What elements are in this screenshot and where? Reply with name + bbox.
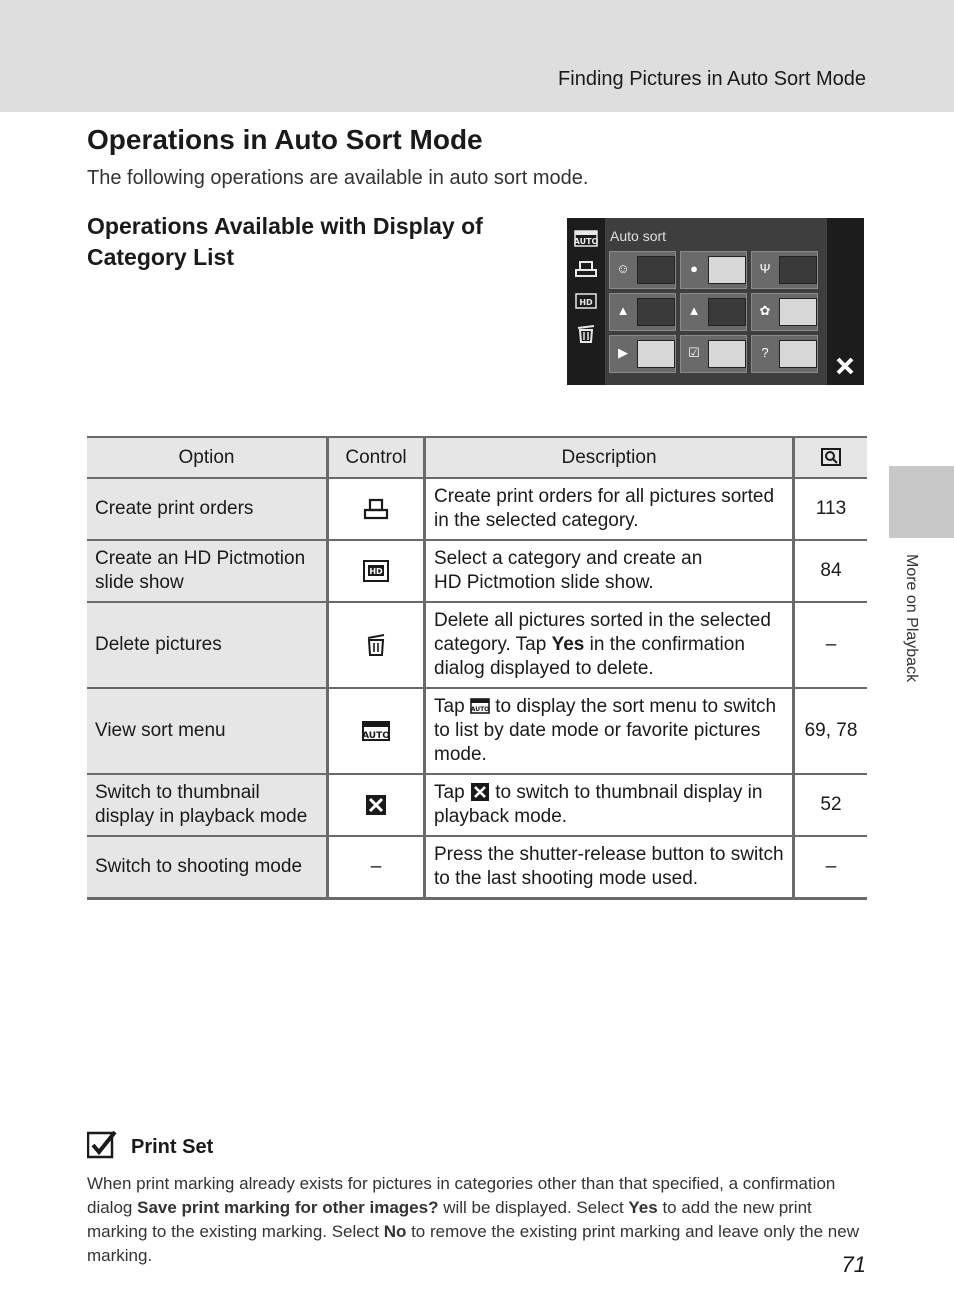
option-cell: View sort menu bbox=[87, 688, 328, 774]
flower-icon: ✿ bbox=[759, 303, 771, 318]
note-bold: Yes bbox=[628, 1198, 658, 1217]
reference-cell: 113 bbox=[794, 478, 868, 540]
control-cell bbox=[328, 478, 425, 540]
thumbnail bbox=[779, 340, 817, 368]
operations-table bbox=[87, 436, 867, 900]
header-reference bbox=[794, 437, 868, 478]
description-text: HD Pictmotion slide show. bbox=[434, 572, 654, 593]
reference-icon bbox=[821, 448, 841, 466]
note-text: to remove the existing print marking and leave only the new marking. bbox=[87, 1222, 859, 1265]
reference-cell: 69, 78 bbox=[794, 688, 868, 774]
reference-cell: 84 bbox=[794, 540, 868, 602]
category-other[interactable] bbox=[751, 335, 818, 373]
svg-text:HD: HD bbox=[369, 566, 383, 576]
category-smile[interactable] bbox=[609, 251, 676, 289]
thumbnail bbox=[779, 298, 817, 326]
note-text: When print marking already exists for pictures in categories other than that specified, a confirmation dialog bbox=[87, 1174, 836, 1217]
table-row bbox=[87, 774, 867, 836]
description-text: Tap bbox=[434, 782, 470, 803]
control-cell bbox=[328, 774, 425, 836]
thumbnail bbox=[708, 298, 746, 326]
description-cell: Create print orders for all pictures sorted in the selected category. bbox=[425, 478, 794, 540]
category-landscape[interactable] bbox=[609, 293, 676, 331]
svg-text:AUTO: AUTO bbox=[574, 237, 598, 246]
checkmark-icon bbox=[87, 1130, 117, 1160]
thumbnail bbox=[779, 256, 817, 284]
delete-icon[interactable] bbox=[361, 633, 391, 657]
reference-cell: 52 bbox=[794, 774, 868, 836]
option-cell: Switch to shooting mode bbox=[87, 836, 328, 899]
description-text: Select a category and create an bbox=[434, 548, 703, 569]
table-row bbox=[87, 478, 867, 540]
note-body bbox=[87, 1172, 867, 1268]
header-description: Description bbox=[425, 437, 794, 478]
description-text: in the confirmation dialog displayed to delete. bbox=[434, 634, 745, 679]
bold-term: Yes bbox=[551, 634, 585, 655]
food-icon: Ψ bbox=[759, 261, 771, 276]
close-icon[interactable] bbox=[835, 356, 855, 376]
header-option: Option bbox=[87, 437, 328, 478]
description-text: Tap bbox=[434, 696, 470, 717]
screen-sidebar bbox=[567, 218, 605, 385]
control-cell bbox=[328, 688, 425, 774]
thumbnail bbox=[637, 298, 675, 326]
header-control: Control bbox=[328, 437, 425, 478]
landscape-icon: ▲ bbox=[616, 303, 630, 318]
control-cell bbox=[328, 540, 425, 602]
portrait-icon: ● bbox=[690, 261, 698, 276]
smile-icon: ☺ bbox=[616, 261, 630, 276]
category-movie[interactable] bbox=[609, 335, 676, 373]
note-text: will be displayed. Select bbox=[438, 1198, 629, 1217]
category-food[interactable] bbox=[751, 251, 818, 289]
copy-icon: ☑ bbox=[688, 345, 700, 360]
header-band bbox=[0, 0, 954, 112]
description-cell bbox=[425, 688, 794, 774]
hd-pictmotion-icon[interactable] bbox=[574, 291, 598, 311]
description-cell bbox=[425, 540, 794, 602]
side-tab bbox=[889, 466, 954, 538]
table-row bbox=[87, 836, 867, 899]
description-cell bbox=[425, 774, 794, 836]
reference-cell: – bbox=[794, 836, 868, 899]
hd-pictmotion-icon[interactable] bbox=[361, 559, 391, 583]
camera-screen bbox=[567, 218, 864, 385]
note-text: to add the new print marking to the existing marking. Select bbox=[87, 1198, 812, 1241]
section-subtitle: Operations Available with Display of Category List bbox=[87, 213, 483, 270]
side-tab-label: More on Playback bbox=[903, 554, 920, 683]
note-bold: Save print marking for other images? bbox=[137, 1198, 439, 1217]
svg-text:AUTO: AUTO bbox=[470, 706, 490, 713]
category-landscape-2[interactable] bbox=[680, 293, 747, 331]
reference-cell: – bbox=[794, 602, 868, 688]
auto-icon bbox=[470, 697, 490, 715]
description-text: to display the sort menu to switch to list by date mode or favorite pictures mode. bbox=[434, 696, 777, 765]
option-cell: Create an HD Pictmotion slide show bbox=[87, 540, 328, 602]
option-cell: Switch to thumbnail display in playback mode bbox=[87, 774, 328, 836]
control-cell: – bbox=[328, 836, 425, 899]
thumbnail bbox=[708, 256, 746, 284]
landscape-icon: ▲ bbox=[687, 303, 701, 318]
question-icon: ? bbox=[761, 345, 769, 360]
movie-icon: ▶ bbox=[618, 345, 628, 360]
intro-text: The following operations are available in auto sort mode. bbox=[87, 167, 589, 189]
option-cell: Delete pictures bbox=[87, 602, 328, 688]
svg-text:HD: HD bbox=[579, 298, 593, 307]
print-icon[interactable] bbox=[574, 259, 598, 279]
note-bold: No bbox=[383, 1222, 407, 1241]
description-cell bbox=[425, 602, 794, 688]
section-header: Finding Pictures in Auto Sort Mode bbox=[558, 68, 866, 90]
thumbnail bbox=[637, 256, 675, 284]
control-cell bbox=[328, 602, 425, 688]
thumbnail bbox=[637, 340, 675, 368]
table-row bbox=[87, 688, 867, 774]
note-title: Print Set bbox=[131, 1136, 214, 1158]
delete-icon[interactable] bbox=[574, 323, 598, 343]
auto-sort-panel bbox=[605, 218, 827, 385]
category-copy[interactable] bbox=[680, 335, 747, 373]
page-title: Operations in Auto Sort Mode bbox=[87, 124, 483, 155]
table-header-row bbox=[87, 437, 867, 478]
table-row bbox=[87, 602, 867, 688]
close-icon[interactable] bbox=[361, 793, 391, 817]
close-icon bbox=[470, 783, 490, 801]
category-flower[interactable] bbox=[751, 293, 818, 331]
print-icon[interactable] bbox=[361, 497, 391, 521]
auto-icon[interactable] bbox=[361, 719, 391, 743]
description-text: Delete all pictures sorted in the selected category. Tap bbox=[434, 610, 771, 655]
page-number: 71 bbox=[841, 1252, 866, 1277]
description-cell: Press the shutter-release button to switch to the last shooting mode used. bbox=[425, 836, 794, 899]
category-portrait[interactable] bbox=[680, 251, 747, 289]
thumbnail bbox=[708, 340, 746, 368]
table-row bbox=[87, 540, 867, 602]
svg-text:AUTO: AUTO bbox=[362, 730, 390, 741]
panel-title: Auto sort bbox=[610, 228, 667, 244]
auto-icon[interactable] bbox=[574, 228, 598, 248]
option-cell: Create print orders bbox=[87, 478, 328, 540]
description-text: to switch to thumbnail display in playback mode. bbox=[434, 782, 763, 827]
